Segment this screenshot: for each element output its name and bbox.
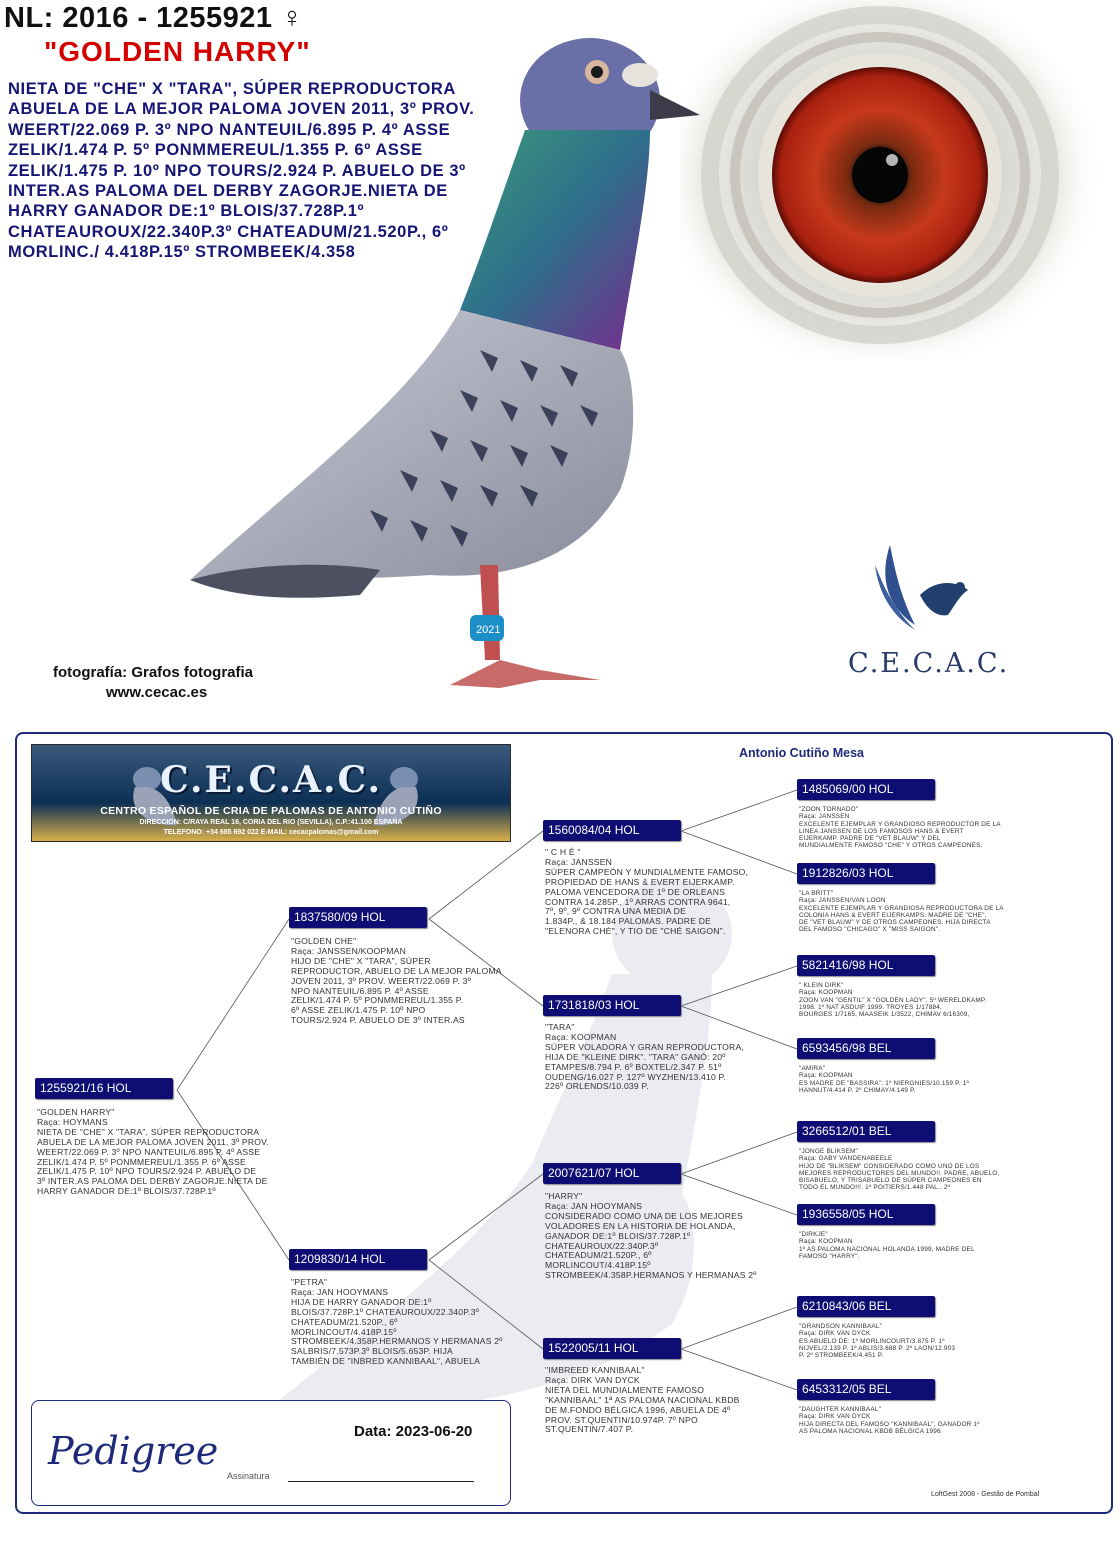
signature-box	[31, 1400, 511, 1506]
ggp-mfm-ring-box[interactable]: 1936558/05 HOL	[797, 1204, 935, 1225]
ggp-mff-info: "JONGE BLIKSEM" Raça: GABY VANDENABEELE HIJO DE "BLIKSEM" CONSIDERADO COMO UNO DE LOS MEJORES REPRODUCTORES DEL MUNDO!!. PADRE, ABUELO, BISABUELO, Y TRISABUELO DE SÚPER CAMPEONES EN TODO EL MUNDO!!!. 1º POITIERS/1.448 PAL., 2º	[799, 1148, 1000, 1192]
photo-credit: fotografía: Grafos fotografia	[53, 664, 254, 681]
subject-info: "GOLDEN HARRY" Raça: HOYMANS NIETA DE "CHE" X "TARA", SÚPER REPRODUCTORA ABUELA DE LA MEJOR PALOMA JOVEN 2011, 3º PROV. WEERT/22.069 P. 3º NPO NANTEUIL/6.895 P. 4º ASSE ZELIK/1.474 P. 5º PONMMEREUL/1.355 P. 6º ASSE ZELIK/1.475 P. 10º NPO TOURS/2.924 P. ABUELO DE 3º INTER.AS PALOMA DEL DERBY ZAGORJE.NIETA DE HARRY GANADOR DE:1º BLOIS/37.728P.1º	[37, 1107, 269, 1197]
ggp-ffm-ring-box[interactable]: 1912826/03 HOL	[797, 863, 935, 884]
maternal-grandmother-info: "IMBREED KANNIBAAL" Raça: DIRK VAN DYCK NIETA DEL MUNDIALMENTE FAMOSO "KANNIBAAL" 1ª AS PALOMA NACIONAL KBDB DE M.FONDO BÉLGICA 1996, ABUELA DE 4º PROV. ST.QUENTIN/10.974P. 7º NPO ST.QUENTIN/7.407 P.	[545, 1365, 740, 1435]
mother-info: "PETRA" Raça: JAN HOOYMANS HIJA DE HARRY GANADOR DE:1º BLOIS/37.728P.1º CHATEAUROUX/22.340P.3º CHATEADUM/21.520P., 6º MORLINCOUT/4.418P.15º STROMBEEK/4.358P.HERMANOS Y HERMANAS 2º SALBRIS/7.573P.3º BLOIS/5.653P. HIJA TAMBIÉN DE "INBRED KANNIBAAL", ABUELA	[291, 1277, 503, 1367]
ggp-fmm-info: "AMIRA" Raça: KOOPMAN ES MADRE DE "BASSIRA": 1º NIERGNIES/10.159 P. 1º HANNUT/4.414 P. 2º CHIMAY/4.149 P.	[799, 1065, 969, 1094]
software-credit: LoftGest 2008 - Gestão de Pombal	[931, 1491, 1040, 1498]
ggp-fff-ring-box[interactable]: 1485069/00 HOL	[797, 779, 935, 800]
hero-section	[0, 0, 1120, 715]
paternal-grandmother-ring-box[interactable]: 1731818/03 HOL	[543, 995, 681, 1016]
leg-ring-text: 2021	[476, 624, 501, 636]
paternal-grandmother-info: "TARA" Raça: KOOPMAN SÚPER VOLADORA Y GRAN REPRODUCTORA, HIJA DE "KLEINE DIRK". "TARA" GANÓ: 20º ETAMPES/8.794 P. 6º BOXTEL/2.347 P. 51º OUDENG/16.027 P. 127º WYZHEN/13.410 P. 226º ORLENDS/10.039 P.	[545, 1022, 744, 1092]
ggp-fmm-ring-box[interactable]: 6593456/98 BEL	[797, 1038, 935, 1059]
mother-ring-box[interactable]: 1209830/14 HOL	[289, 1249, 427, 1270]
cecac-brand-text: C.E.C.A.C.	[848, 648, 1010, 679]
ggp-fmf-ring-box[interactable]: 5821416/98 HOL	[797, 955, 935, 976]
owner-name: Antonio Cutiño Mesa	[739, 746, 864, 760]
subject-ring-box[interactable]: 1255921/16 HOL	[35, 1078, 173, 1099]
ggp-mfm-info: "DIRKJE" Raça: KOOPMAN 1º AS PALOMA NACIONAL HOLANDA 1999, MADRE DEL FAMOSO "HARRY".	[799, 1231, 975, 1260]
signature-line[interactable]	[288, 1481, 474, 1482]
maternal-grandmother-ring-box[interactable]: 1522005/11 HOL	[543, 1338, 681, 1359]
pigeon-eye-image	[680, 0, 1120, 360]
ring-number-title: NL: 2016 - 1255921 ♀	[4, 2, 304, 34]
pigeon-name-title: "GOLDEN HARRY"	[44, 36, 311, 67]
father-info: "GOLDEN CHE" Raça: JANSSEN/KOOPMAN HIJO DE "CHE" X "TARA", SÚPER REPRODUCTOR, ABUELO DE LA MEJOR PALOMA JOVEN 2011, 3º PROV. WEERT/22.069 P. 3º NPO NANTEUIL/6.895 P. 4º ASSE ZELIK/1.474 P. 5º PONMMEREUL/1.355 P. 6º ASSE ZELIK/1.475 P. 10º NPO TOURS/2.924 P. ABUELO DE 3º INTER.AS	[291, 936, 502, 1026]
banner-address: DIRECCION: C/RAYA REAL 16, CORIA DEL RIO (SEVILLA), C.P.:41.100 ESPAÑA	[139, 819, 403, 826]
ggp-fmf-info: " KLEIN DIRK" Raça: KOOPMAN ZOON VAN "GENTIL" X "GOLDEN LADY". 5º WERELDKAMP. 1998. 1º NAT ASDUIF 1999. TROYES 1/17884, BOURGES 1/7165, MAASEIK 1/3522, CHIMAV 6/16309,	[799, 982, 987, 1019]
pigeon-description: NIETA DE "CHE" X "TARA", SÚPER REPRODUCTORA ABUELA DE LA MEJOR PALOMA JOVEN 2011, 3º PROV. WEERT/22.069 P. 3º NPO NANTEUIL/6.895 P. 4º ASSE ZELIK/1.474 P. 5º PONMMEREUL/1.355 P. 6º ASSE ZELIK/1.475 P. 10º NPO TOURS/2.924 P. ABUELO DE 3º INTER.AS PALOMA DEL DERBY ZAGORJE.NIETA DE HARRY GANADOR DE:1º BLOIS/37.728P.1º CHATEAUROUX/22.340P.3º CHATEADUM/21.520P., 6º MORLINC./ 4.418P.15º STROMBEEK/4.358	[8, 80, 475, 262]
ggp-mff-ring-box[interactable]: 3266512/01 BEL	[797, 1121, 935, 1142]
pedigree-logo: Pedigree	[48, 1429, 219, 1473]
ggp-mmm-ring-box[interactable]: 6453312/05 BEL	[797, 1379, 935, 1400]
website-link[interactable]: www.cecac.es	[106, 684, 208, 701]
paternal-grandfather-info: " C H É " Raça: JANSSEN SÚPER CAMPEÓN Y MUNDIALMENTE FAMOSO, PROPIEDAD DE HANS & EVERT EIJERKAMP. PALOMA VENCEDORA DE 1º DE ORLEANS CONTRA 14.285P., 1º ARRAS CONTRA 9641, 7º, 9º, 9º CONTRA UNA MEDIA DE 1.834P., & 18.184 PALOMAS. PADRE DE "ELENORA CHÉ", Y TIO DE "CHÉ SAIGON".	[545, 847, 749, 937]
ggp-mmf-ring-box[interactable]: 6210843/06 BEL	[797, 1296, 935, 1317]
pedigree-date: Data: 2023-06-20	[354, 1423, 473, 1440]
father-ring-box[interactable]: 1837580/09 HOL	[289, 907, 427, 928]
banner-title: C.E.C.A.C.	[159, 759, 383, 801]
ggp-fff-info: "ZOON TORNADO" Raça: JANSSEN EXCELENTE EJEMPLAR Y GRANDIOSO REPRODUCTOR DE LA LINEA JANSSEN DE LOS FAMOSOS HANS & EVERT EIJERKAMP. PADRE DE "VET BLAUW" Y DEL MUNDIALMENTE FAMOSO "CHE" Y OTROS CAMPEONES.	[799, 806, 1001, 850]
pedigree-sheet	[15, 732, 1113, 1514]
cecac-dove-logo	[860, 535, 980, 645]
ggp-mmm-info: "DAUGHTER KANNIBAAL" Raça: DIRK VAN DYCK HIJA DIRECTA DEL FAMOSO "KANNIBAAL", GANADOR 1º AS PALOMA NACIONAL KBDB BÉLGICA 1996.	[799, 1406, 980, 1435]
maternal-grandfather-ring-box[interactable]: 2007621/07 HOL	[543, 1163, 681, 1184]
ggp-ffm-info: "LA BRITT" Raça: JANSSEN/VAN LOON EXCELENTE EJEMPLAR Y GRANDIOSA REPRODUCTORA DE LA COLONIA HANS & EVERT EIJERKAMPS. MADRE DE "CHE", DE "VET BLAUW" Y DE OTROS CAMPEONES. HIJA DIRECTA DEL FAMOSO "CHICAGO" X "MISS SAIGON".	[799, 890, 1004, 934]
banner-subtitle: CENTRO ESPAÑOL DE CRIA DE PALOMAS DE ANTONIO CUTIÑO	[100, 805, 442, 817]
maternal-grandfather-info: "HARRY" Raça: JAN HOOYMANS CONSIDERADO COMO UNA DE LOS MEJORES VOLADORES EN LA HISTORIA DE HOLANDA, GANADOR DE:1º BLOIS/37.728P.1º CHATEAUROUX/22.340P.3º CHATEADUM/21.520P., 6º MORLINCOUT/4.418P.15º STROMBEEK/4.358P.HERMANOS Y HERMANAS 2º	[545, 1191, 757, 1281]
signature-label: Assinatura	[227, 1471, 270, 1481]
banner-contact: TELEFONO: +34 685 692 022 E-MAIL: cecacpalomas@gmail.com	[163, 829, 379, 836]
ggp-mmf-info: "GRANDSON KANNIBAAL" Raça: DIRK VAN DYCK ES ABUELO DE: 1º MORLINCOURT/3.875 P. 1º NIJVEL/2.139 P. 1º ABLIS/3.688 P. 2º LAON/12.903 P. 2º STROMBEEK/4.451 P.	[799, 1323, 956, 1360]
paternal-grandfather-ring-box[interactable]: 1560084/04 HOL	[543, 820, 681, 841]
cecac-banner	[31, 744, 511, 842]
